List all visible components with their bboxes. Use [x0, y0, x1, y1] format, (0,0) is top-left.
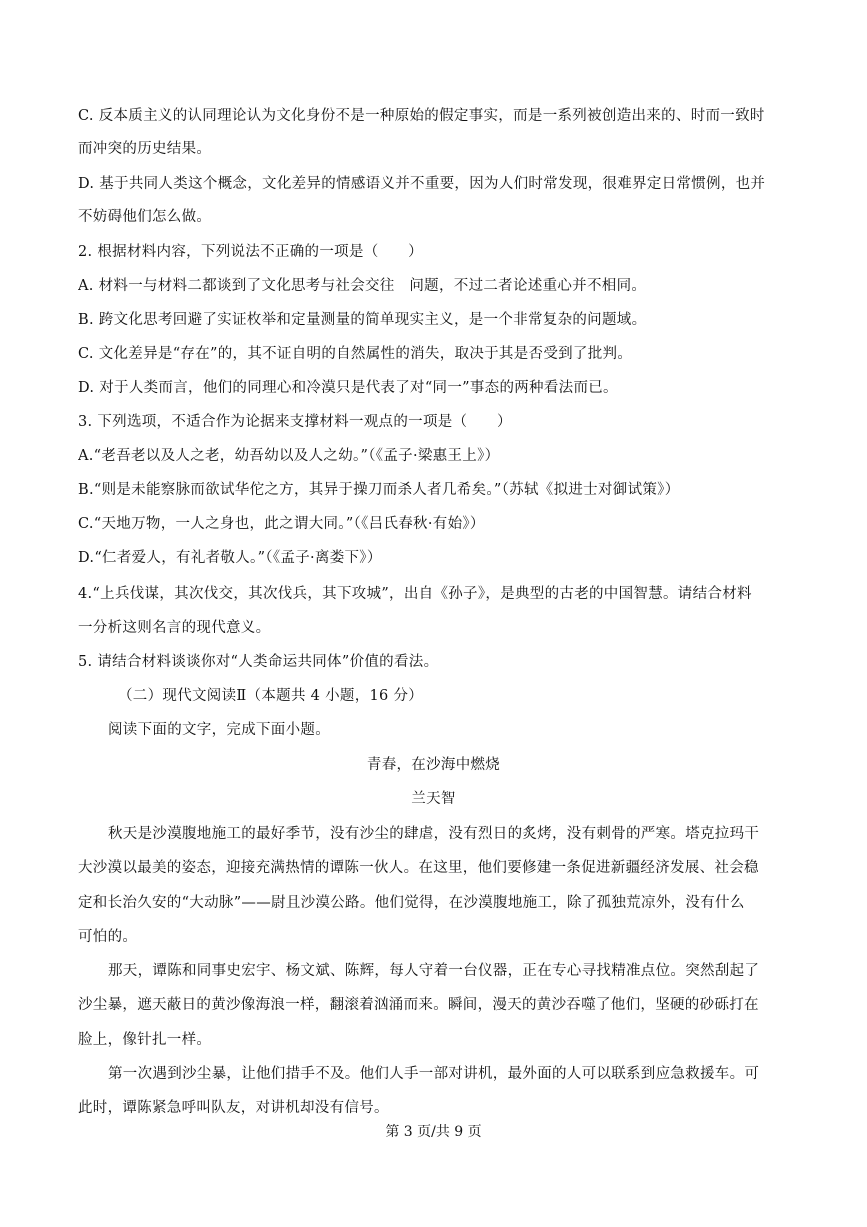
question-2-option-b: B. 跨文化思考回避了实证枚举和定量测量的简单现实主义，是一个非常复杂的问题域。	[78, 312, 647, 328]
paragraph-2-line-3: 脸上，像针扎一样。	[78, 1032, 212, 1048]
option-c-line-1: C. 反本质主义的认同理论认为文化身份不是一种原始的假定事实，而是一系列被创造出来的、时而一致时	[78, 108, 765, 124]
paragraph-1-line-1: 秋天是沙漠腹地施工的最好季节，没有沙尘的肆虐，没有烈日的炙烤，没有刺骨的严寒。塔克拉玛干	[108, 826, 760, 842]
paragraph-1-line-4: 可怕的。	[78, 929, 138, 945]
question-3-option-b: B.“则是未能察脉而欲试华佗之方，其异于操刀而杀人者几希矣。”（苏轼《拟进士对御试策》）	[78, 482, 680, 498]
question-3-option-c: C.“天地万物，一人之身也，此之谓大同。”（《吕氏春秋·有始》）	[78, 516, 485, 532]
question-2-option-d: D. 对于人类而言，他们的同理心和冷漠只是代表了对“同一”事态的两种看法而已。	[78, 380, 618, 396]
question-4-line-2: 一分析这则名言的现代意义。	[78, 620, 271, 636]
option-d-line-1: D. 基于共同人类这个概念，文化差异的情感语义并不重要，因为人们时常发现，很难界定日常惯例，也并	[78, 176, 766, 192]
paragraph-2-line-2: 沙尘暴，遮天蔽日的黄沙像海浪一样，翻滚着汹涌而来。瞬间，漫天的黄沙吞噬了他们，坚硬的砂砾打在	[78, 997, 759, 1013]
option-d-line-2: 不妨碍他们怎么做。	[78, 209, 212, 225]
question-2-option-a: A. 材料一与材料二都谈到了文化思考与社会交往 问题，不过二者论述重心并不相同。	[78, 278, 647, 294]
paragraph-2-line-1: 那天，谭陈和同事史宏宇、杨文斌、陈辉，每人守着一台仪器，正在专心寻找精准点位。突然刮起了	[108, 963, 760, 979]
question-5: 5. 请结合材料谈谈你对“人类命运共同体”价值的看法。	[78, 654, 439, 670]
paragraph-3-line-2: 此时，谭陈紧急呼叫队友，对讲机却没有信号。	[78, 1100, 389, 1116]
question-3-option-a: A.“老吾老以及人之老，幼吾幼以及人之幼。”（《孟子·梁惠王上》）	[78, 448, 500, 464]
article-author: 兰天智	[411, 791, 456, 807]
question-3: 3. 下列选项，不适合作为论据来支撑材料一观点的一项是（ ）	[78, 414, 512, 430]
paragraph-3-line-1: 第一次遇到沙尘暴，让他们措手不及。他们人手一部对讲机，最外面的人可以联系到应急救援车。可	[108, 1066, 760, 1082]
option-c-line-2: 而冲突的历史结果。	[78, 141, 212, 157]
question-4-line-1: 4.“上兵伐谋，其次伐交，其次伐兵，其下攻城”，出自《孙子》，是典型的古老的中国智慧。请结合材料	[78, 586, 752, 602]
paragraph-1-line-2: 大沙漠以最美的姿态，迎接充满热情的谭陈一伙人。在这里，他们要修建一条促进新疆经济发展、社会稳	[78, 860, 759, 876]
question-2: 2. 根据材料内容，下列说法不正确的一项是（ ）	[78, 244, 423, 260]
article-title: 青春，在沙海中燃烧	[366, 757, 501, 773]
question-2-option-c: C. 文化差异是“存在”的，其不证自明的自然属性的消失，取决于其是否受到了批判。	[78, 346, 633, 362]
page-number-footer: 第 3 页/共 9 页	[385, 1124, 482, 1140]
reading-instruction: 阅读下面的文字，完成下面小题。	[108, 722, 330, 738]
paragraph-1-line-3: 定和长治久安的“大动脉”——尉且沙漠公路。他们觉得，在沙漠腹地施工，除了孤独荒凉外，没有什么	[78, 895, 745, 911]
question-3-option-d: D.“仁者爱人，有礼者敬人。”（《孟子·离娄下》）	[78, 550, 382, 566]
section-heading: （二）现代文阅读Ⅱ（本题共 4 小题，16 分）	[118, 688, 424, 704]
